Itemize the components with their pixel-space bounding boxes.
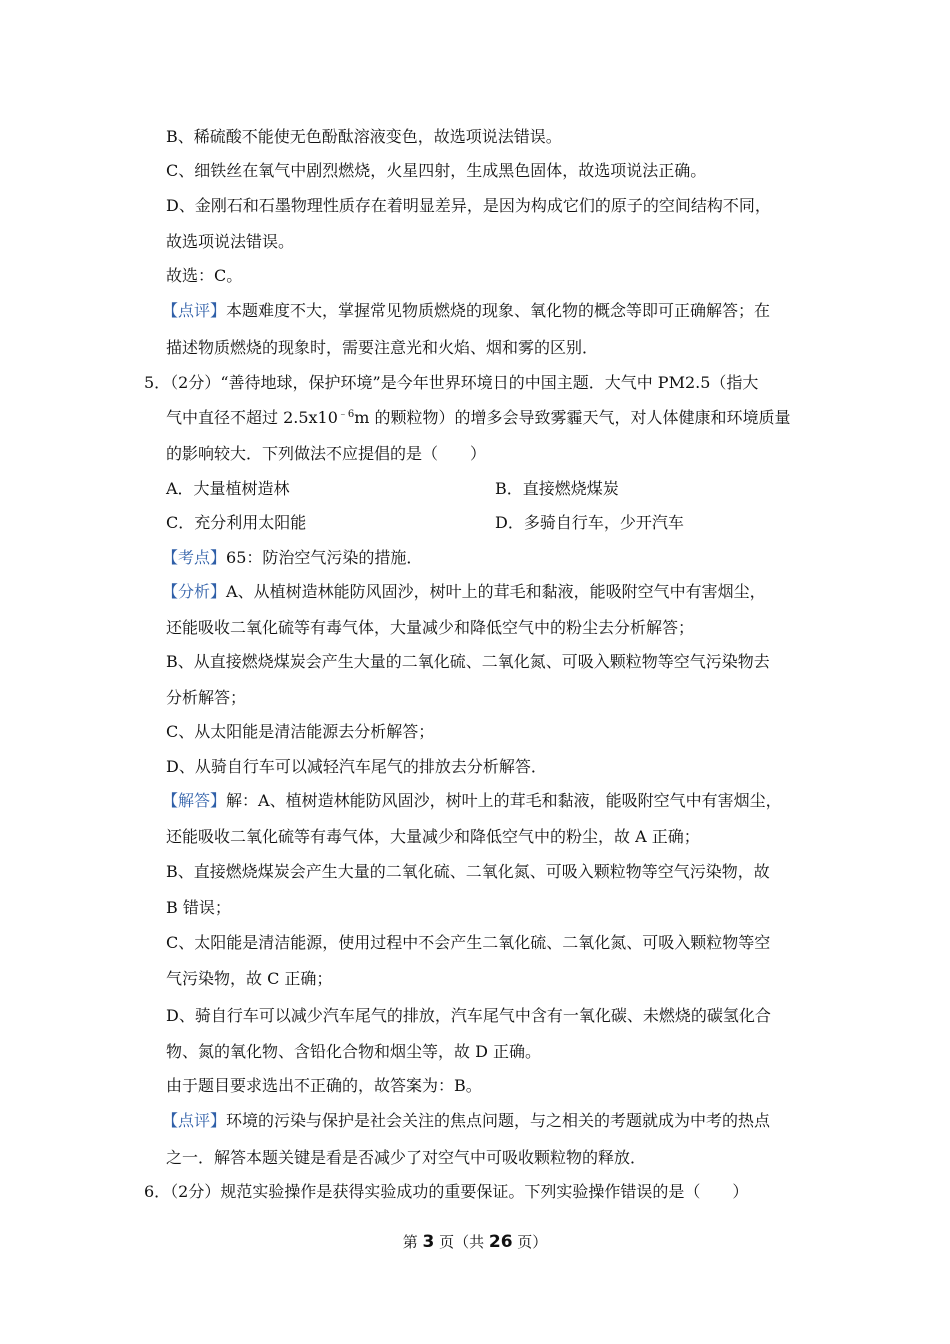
text-line: 由于题目要求选出不正确的，故答案为：B。 xyxy=(166,1076,482,1095)
point-tag: 【考点】 xyxy=(162,548,227,567)
text-line: C、从太阳能是清洁能源去分析解答； xyxy=(166,722,435,741)
text-line: 物、氮的氧化物、含铅化合物和烟尘等，故 D 正确。 xyxy=(166,1042,542,1061)
answer-tag: 【解答】 xyxy=(162,791,227,810)
comment-line xyxy=(162,301,770,321)
text-line: 还能吸收二氧化硫等有毒气体，大量减少和降低空气中的粉尘去分析解答； xyxy=(166,618,695,637)
text-line: 故选：C。 xyxy=(166,266,243,285)
text-line: B、稀硫酸不能使无色酚酞溶液变色，故选项说法错误。 xyxy=(166,127,562,146)
text-line: C、细铁丝在氧气中剧烈燃烧，火星四射，生成黑色固体，故选项说法正确。 xyxy=(166,161,707,180)
text-line: 气污染物，故 C 正确； xyxy=(166,969,333,988)
text-line: D、从骑自行车可以减轻汽车尾气的排放去分析解答． xyxy=(166,757,547,776)
footer-middle: 页（共 xyxy=(434,1233,489,1251)
text-line: D、金刚石和石墨物理性质存在着明显差异，是因为构成它们的原子的空间结构不同， xyxy=(166,196,771,215)
option-b: B．直接燃烧煤炭 xyxy=(495,479,619,498)
text-line: 的影响较大．下列做法不应提倡的是（ ） xyxy=(166,444,487,463)
text-line: B 错误； xyxy=(166,898,231,917)
footer-prefix: 第 xyxy=(402,1233,423,1251)
text-part: m 的颗粒物）的增多会导致雾霾天气，对人体健康和环境质量 xyxy=(354,408,791,427)
option-d: D．多骑自行车，少开汽车 xyxy=(495,513,684,532)
option-c: C．充分利用太阳能 xyxy=(166,513,307,532)
analysis-line xyxy=(162,582,766,602)
question-5: 5．（2分）“善待地球，保护环境”是今年世界环境日的中国主题．大气中 PM2.5（指大 xyxy=(144,373,759,392)
comment-tag: 【点评】 xyxy=(162,301,227,320)
text-line xyxy=(166,408,791,428)
answer-line xyxy=(162,791,782,811)
analysis-text: A、从植树造林能防风固沙，树叶上的茸毛和黏液，能吸附空气中有害烟尘， xyxy=(226,582,766,601)
footer-suffix: 页） xyxy=(512,1233,548,1251)
page-footer xyxy=(0,1231,950,1252)
text-line: C、太阳能是清洁能源，使用过程中不会产生二氧化硫、二氧化氮、可吸入颗粒物等空 xyxy=(166,933,771,952)
analysis-tag: 【分析】 xyxy=(162,582,227,601)
text-line: 之一．解答本题关键是看是否减少了对空气中可吸收颗粒物的释放． xyxy=(166,1148,647,1167)
superscript: ﹣6 xyxy=(337,409,355,420)
text-line: 还能吸收二氧化硫等有毒气体，大量减少和降低空气中的粉尘，故 A 正确； xyxy=(166,827,700,846)
point-text: 65：防治空气污染的措施． xyxy=(226,548,423,567)
text-part: 气中直径不超过 2.5x10 xyxy=(166,408,338,427)
comment-text: 环境的污染与保护是社会关注的焦点问题，与之相关的考题就成为中考的热点 xyxy=(226,1111,771,1130)
text-line: 描述物质燃烧的现象时，需要注意光和火焰、烟和雾的区别． xyxy=(166,338,599,357)
text-line: 故选项说法错误。 xyxy=(166,232,295,251)
comment-line xyxy=(162,1111,770,1131)
point-line xyxy=(162,548,422,568)
question-6: 6．（2分）规范实验操作是获得实验成功的重要保证。下列实验操作错误的是（ ） xyxy=(144,1182,749,1201)
text-line: B、从直接燃烧煤炭会产生大量的二氧化硫、二氧化氮、可吸入颗粒物等空气污染物去 xyxy=(166,652,770,671)
comment-text: 本题难度不大，掌握常见物质燃烧的现象、氧化物的概念等即可正确解答；在 xyxy=(226,301,771,320)
text-line: B、直接燃烧煤炭会产生大量的二氧化硫、二氧化氮、可吸入颗粒物等空气污染物，故 xyxy=(166,862,770,881)
comment-tag: 【点评】 xyxy=(162,1111,227,1130)
page-total: 26 xyxy=(488,1232,513,1252)
answer-text: 解：A、植树造林能防风固沙，树叶上的茸毛和黏液，能吸附空气中有害烟尘， xyxy=(226,791,782,810)
text-line: 分析解答； xyxy=(166,688,247,707)
option-a: A．大量植树造林 xyxy=(166,479,290,498)
page-number: 3 xyxy=(422,1232,435,1252)
text-line: D、骑自行车可以减少汽车尾气的排放，汽车尾气中含有一氧化碳、未燃烧的碳氢化合 xyxy=(166,1006,771,1025)
